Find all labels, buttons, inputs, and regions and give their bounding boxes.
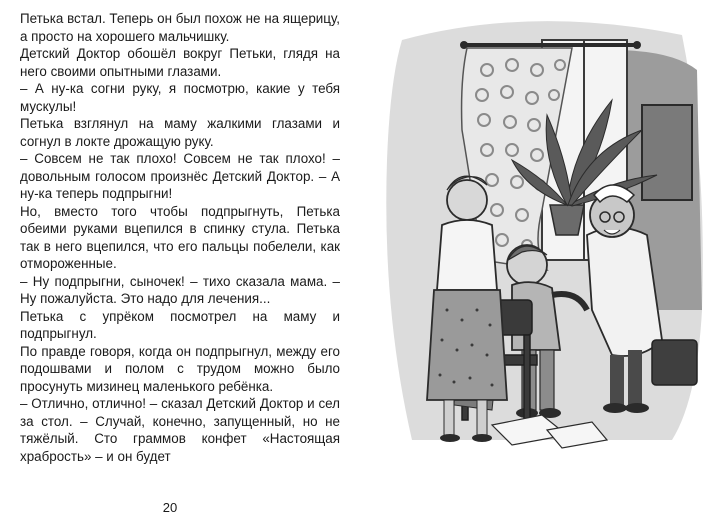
plant-pot	[550, 205, 584, 235]
story-text-column	[20, 10, 340, 465]
story-paragraph: Детский Доктор обошёл вокруг Петьки, глядя на него своими опытными глазами.	[20, 46, 340, 79]
story-paragraph: Петька взглянул на маму жалкими глазами и согнул в локте дрожащую руку.	[20, 116, 340, 149]
story-illustration	[372, 10, 707, 450]
story-paragraph: По правде говоря, когда он подпрыгнул, между его подошвами и полом с трудом можно было просунуть мизинец маленького ребёнка.	[20, 343, 340, 394]
story-paragraph: – А ну-ка согни руку, я посмотрю, какие у тебя мускулы!	[20, 81, 340, 114]
story-paragraph: Но, вместо того чтобы подпрыгнуть, Петька обеими руками вцепился в спинку стула. Петька так в него вцепился, что его пальцы побелели, как отмороженные.	[20, 203, 340, 271]
story-paragraph: – Совсем не так плохо! Совсем не так плохо! – довольным голосом произнёс Детский Доктор. – А ну-ка теперь подпрыгни!	[20, 151, 340, 201]
page-number: 20	[162, 500, 178, 515]
story-paragraph: Петька с упрёком посмотрел на маму и подпрыгнул.	[20, 308, 340, 341]
wall-picture	[642, 105, 692, 200]
doctor-bag	[652, 340, 697, 385]
story-paragraph: – Отлично, отлично! – сказал Детский Доктор и сел за стол. – Случай, конечно, запущенный, но не тяжёлый. Сто граммов конфет «Настоящая храбрость» – и он будет	[20, 396, 340, 464]
story-paragraph: Петька встал. Теперь он был похож не на ящерицу, а просто на хорошего мальчишку.	[20, 11, 340, 44]
story-paragraph: – Ну подпрыгни, сыночек! – тихо сказала мама. – Ну пожалуйста. Это надо для лечения...	[20, 273, 340, 306]
